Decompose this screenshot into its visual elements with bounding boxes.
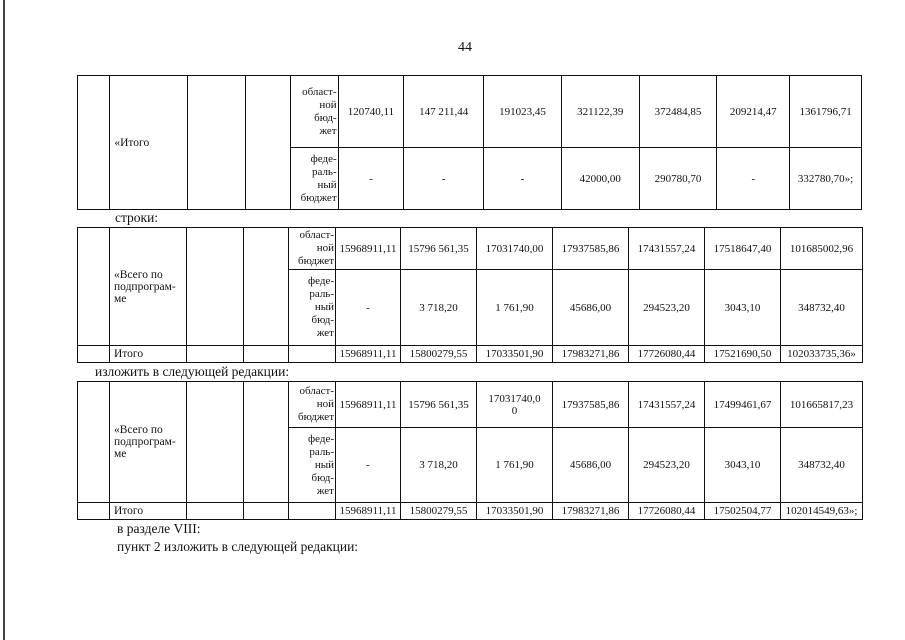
table-cell xyxy=(244,503,289,520)
row-label: «Итого xyxy=(110,76,188,210)
table-cell: 17726080,44 xyxy=(629,503,705,520)
table-cell: 17518647,40 xyxy=(705,228,781,270)
table-cell: 45686,00 xyxy=(553,270,629,346)
table-vsego-original xyxy=(77,227,863,363)
table-cell xyxy=(244,228,289,346)
budget-type: феде- раль- ный бюд- жет xyxy=(289,428,336,503)
table-row xyxy=(78,76,862,148)
table-cell: 15968911,11 xyxy=(336,382,401,428)
table-cell: 17726080,44 xyxy=(629,346,705,363)
table-cell: 3 718,20 xyxy=(401,270,477,346)
table-cell xyxy=(78,346,110,363)
table-cell: - xyxy=(484,148,562,210)
table-cell: 332780,70»; xyxy=(790,148,862,210)
table-cell: 15968911,11 xyxy=(336,346,401,363)
table-cell: 17983271,86 xyxy=(553,503,629,520)
table-cell xyxy=(289,503,336,520)
table-cell: 102033735,36» xyxy=(781,346,863,363)
table-cell xyxy=(187,228,244,346)
table-cell: - xyxy=(404,148,484,210)
table-row-total xyxy=(78,346,863,363)
row-label: «Всего по подпрограм- ме xyxy=(110,382,187,503)
table-cell: 321122,39 xyxy=(561,76,639,148)
table-cell: - xyxy=(336,428,401,503)
table-cell: 45686,00 xyxy=(553,428,629,503)
table-cell xyxy=(188,76,246,210)
row-label: «Всего по подпрограм- ме xyxy=(110,228,187,346)
table-cell xyxy=(187,503,244,520)
table-cell: 3043,10 xyxy=(705,428,781,503)
table-cell: 15968911,11 xyxy=(336,503,401,520)
table-row xyxy=(78,228,863,270)
table-cell xyxy=(245,76,290,210)
page-number: 44 xyxy=(458,40,472,55)
paragraph-razdel: в разделе VIII: xyxy=(117,521,201,536)
table-cell: 15800279,55 xyxy=(401,346,477,363)
table-cell: 17937585,86 xyxy=(553,228,629,270)
table-cell: 3 718,20 xyxy=(401,428,477,503)
total-label: Итого xyxy=(110,503,187,520)
total-label: Итого xyxy=(110,346,187,363)
table-cell: 17033501,90 xyxy=(477,503,553,520)
paragraph-punkt: пункт 2 изложить в следующей редакции: xyxy=(117,539,359,554)
table-cell: 15968911,11 xyxy=(336,228,401,270)
table-cell: 17983271,86 xyxy=(553,346,629,363)
scan-edge-line xyxy=(3,0,5,640)
table-cell: 1361796,71 xyxy=(790,76,862,148)
table-cell: 17031740,00 xyxy=(477,228,553,270)
table-cell: 294523,20 xyxy=(629,270,705,346)
paragraph-izlozhit: изложить в следующей редакции: xyxy=(95,364,290,379)
table-cell: 17937585,86 xyxy=(553,382,629,428)
table-cell: 372484,85 xyxy=(639,76,717,148)
table-cell xyxy=(289,346,336,363)
table-cell: 120740,11 xyxy=(338,76,404,148)
table-cell: 348732,40 xyxy=(781,428,863,503)
table-cell xyxy=(187,382,244,503)
table-cell: - xyxy=(717,148,790,210)
table-vsego-new xyxy=(77,381,863,520)
table-row xyxy=(78,382,863,428)
table-cell: - xyxy=(336,270,401,346)
table-cell: 3043,10 xyxy=(705,270,781,346)
table-cell: 17502504,77 xyxy=(705,503,781,520)
budget-type: област- ной бюджет xyxy=(289,382,336,428)
budget-type: феде- раль- ный бюд- жет xyxy=(289,270,336,346)
table-cell xyxy=(78,382,110,503)
table-cell xyxy=(187,346,244,363)
table-cell xyxy=(78,228,110,346)
table-cell: 209214,47 xyxy=(717,76,790,148)
budget-type: феде- раль- ный бюджет xyxy=(291,148,338,210)
table-cell: 101665817,23 xyxy=(781,382,863,428)
table-cell: 102014549,63»; xyxy=(781,503,863,520)
table-cell xyxy=(78,503,110,520)
table-cell: 101685002,96 xyxy=(781,228,863,270)
table-cell: 15796 561,35 xyxy=(401,382,477,428)
table-cell: 191023,45 xyxy=(484,76,562,148)
table-cell: 17431557,24 xyxy=(629,382,705,428)
table-row-total xyxy=(78,503,863,520)
table-itogo-fragment xyxy=(77,75,862,210)
table-cell xyxy=(78,76,110,210)
paragraph-stroki: строки: xyxy=(115,210,159,225)
table-cell: 294523,20 xyxy=(629,428,705,503)
table-cell: 1 761,90 xyxy=(477,270,553,346)
table-cell: 147 211,44 xyxy=(404,76,484,148)
table-cell: 17431557,24 xyxy=(629,228,705,270)
table-cell: 17031740,0 0 xyxy=(477,382,553,428)
table-cell: 17033501,90 xyxy=(477,346,553,363)
budget-type: област- ной бюд- жет xyxy=(291,76,338,148)
table-cell: 15800279,55 xyxy=(401,503,477,520)
table-cell: 42000,00 xyxy=(561,148,639,210)
table-cell: 290780,70 xyxy=(639,148,717,210)
budget-type: област- ной бюджет xyxy=(289,228,336,270)
table-cell: 348732,40 xyxy=(781,270,863,346)
table-cell: 17521690,50 xyxy=(705,346,781,363)
table-cell: - xyxy=(338,148,404,210)
table-cell: 1 761,90 xyxy=(477,428,553,503)
table-cell xyxy=(244,346,289,363)
table-cell xyxy=(244,382,289,503)
table-cell: 15796 561,35 xyxy=(401,228,477,270)
table-cell: 17499461,67 xyxy=(705,382,781,428)
